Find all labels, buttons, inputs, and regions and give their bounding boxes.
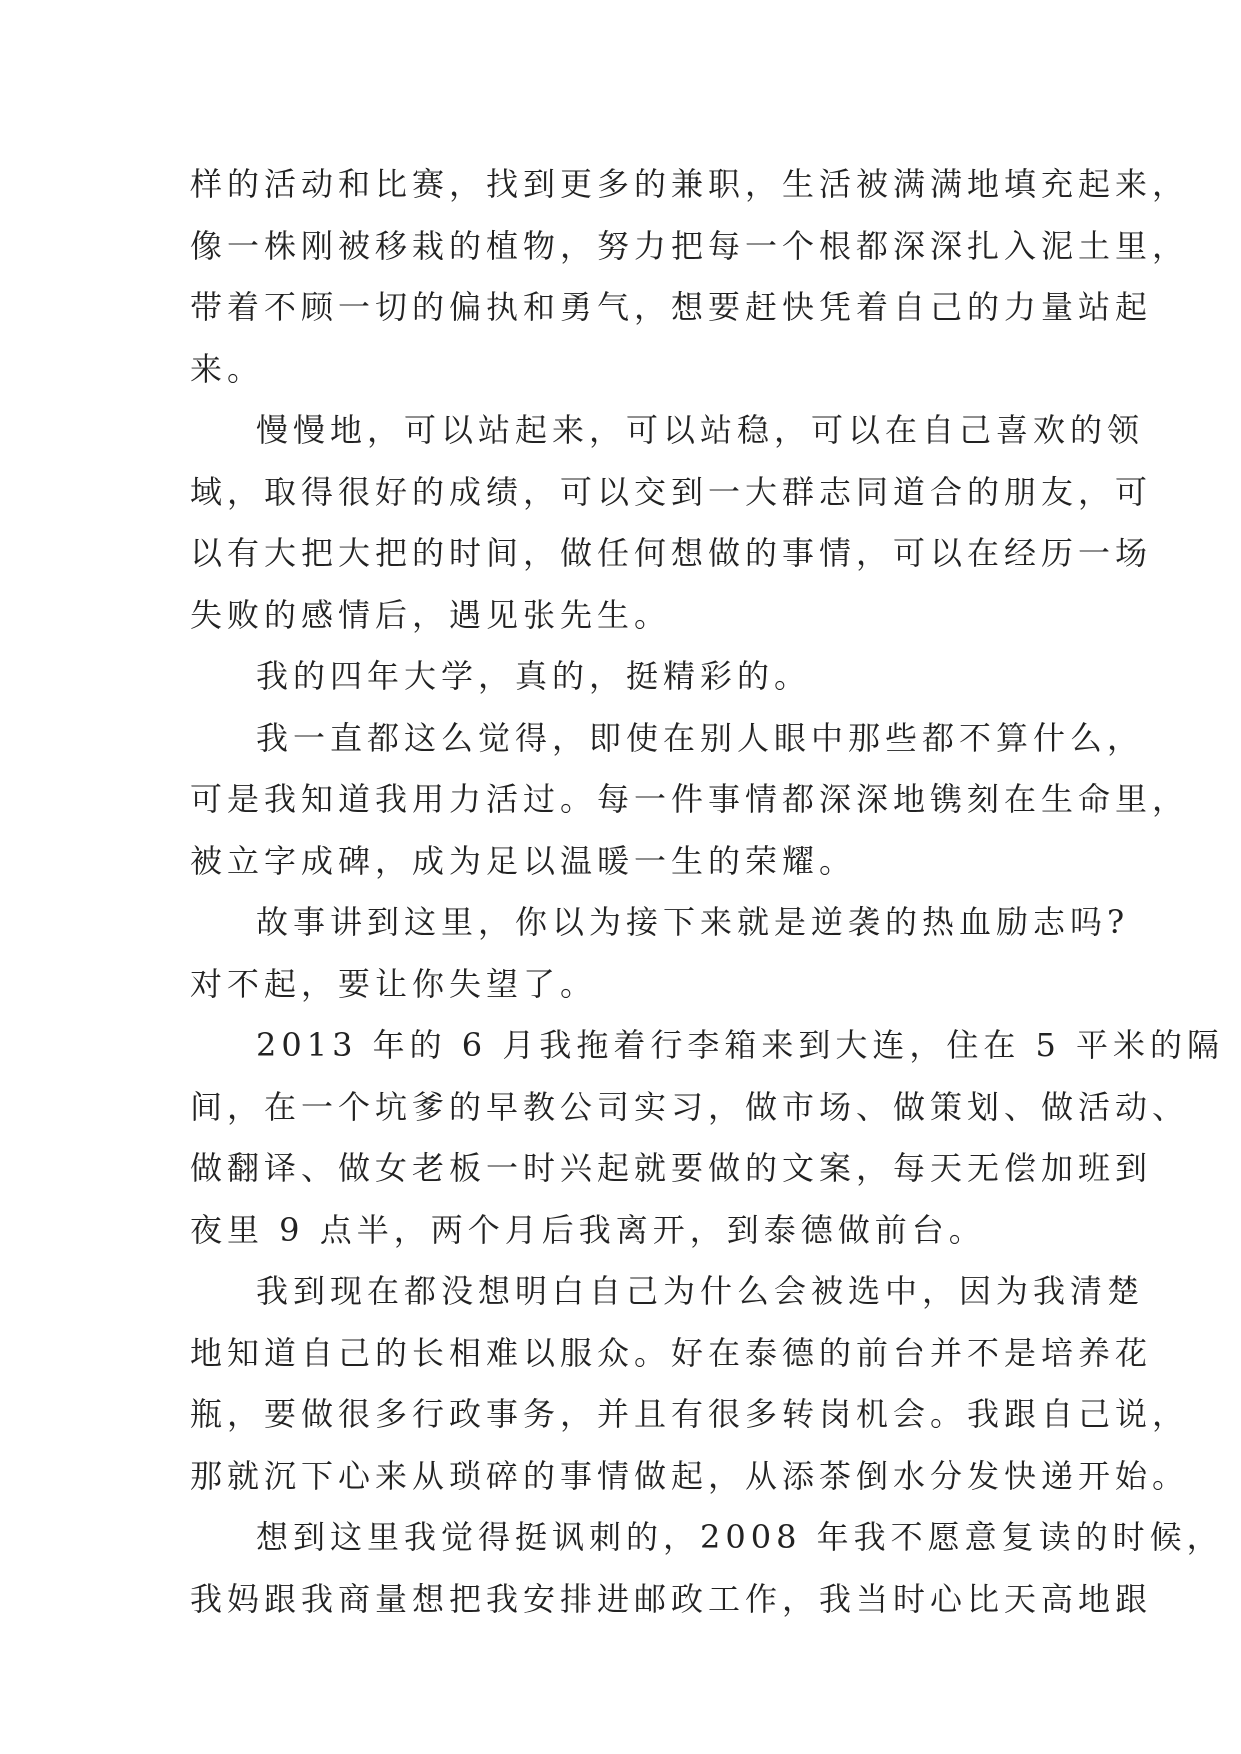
text-line: 做翻译、做女老板一时兴起就要做的文案，每天无偿加班到: [190, 1149, 1153, 1187]
text-line: 间，在一个坑爹的早教公司实习，做市场、做策划、做活动、: [190, 1087, 1190, 1126]
text-line: 我的四年大学，真的，挺精彩的。: [256, 657, 812, 695]
text-line: 我妈跟我商量想把我安排进邮政工作，我当时心比天高地跟: [190, 1579, 1153, 1618]
text-line: 被立字成碑，成为足以温暖一生的荣耀。: [190, 841, 857, 880]
text-line: 故事讲到这里，你以为接下来就是逆袭的热血励志吗?: [256, 903, 1130, 941]
text-line: 夜里 9 点半，两个月后我离开，到泰德做前台。: [190, 1210, 986, 1249]
text-line: 慢慢地，可以站起来，可以站稳，可以在自己喜欢的领: [256, 411, 1145, 449]
body-text: [190, 154, 1225, 1630]
text-line: 2013 年的 6 月我拖着行李箱来到大连，住在 5 平米的隔: [256, 1026, 1225, 1064]
text-line: 想到这里我觉得挺讽刺的，2008 年我不愿意复读的时候，: [256, 1518, 1224, 1556]
text-line: 对不起，要让你失望了。: [190, 964, 598, 1003]
text-line: 以有大把大把的时间，做任何想做的事情，可以在经历一场: [190, 534, 1153, 572]
text-line: 失败的感情后，遇见张先生。: [190, 595, 672, 634]
text-line: 我一直都这么觉得，即使在别人眼中那些都不算什么，: [256, 718, 1145, 757]
text-line: 域，取得很好的成绩，可以交到一大群志同道合的朋友，可: [190, 472, 1153, 511]
text-line: 瓶，要做很多行政事务，并且有很多转岗机会。我跟自己说，: [190, 1395, 1190, 1433]
text-line: 来。: [190, 349, 265, 388]
text-line: 像一株刚被移栽的植物，努力把每一个根都深深扎入泥土里，: [190, 226, 1190, 265]
text-line: 我到现在都没想明白自己为什么会被选中，因为我清楚: [256, 1272, 1145, 1310]
text-line: 样的活动和比赛，找到更多的兼职，生活被满满地填充起来，: [190, 165, 1190, 203]
text-line: 那就沉下心来从琐碎的事情做起，从添茶倒水分发快递开始。: [190, 1456, 1190, 1495]
text-line: 地知道自己的长相难以服众。好在泰德的前台并不是培养花: [190, 1333, 1153, 1372]
text-line: 带着不顾一切的偏执和勇气，想要赶快凭着自己的力量站起: [190, 288, 1153, 326]
text-line: 可是我知道我用力活过。每一件事情都深深地镌刻在生命里，: [190, 780, 1190, 818]
